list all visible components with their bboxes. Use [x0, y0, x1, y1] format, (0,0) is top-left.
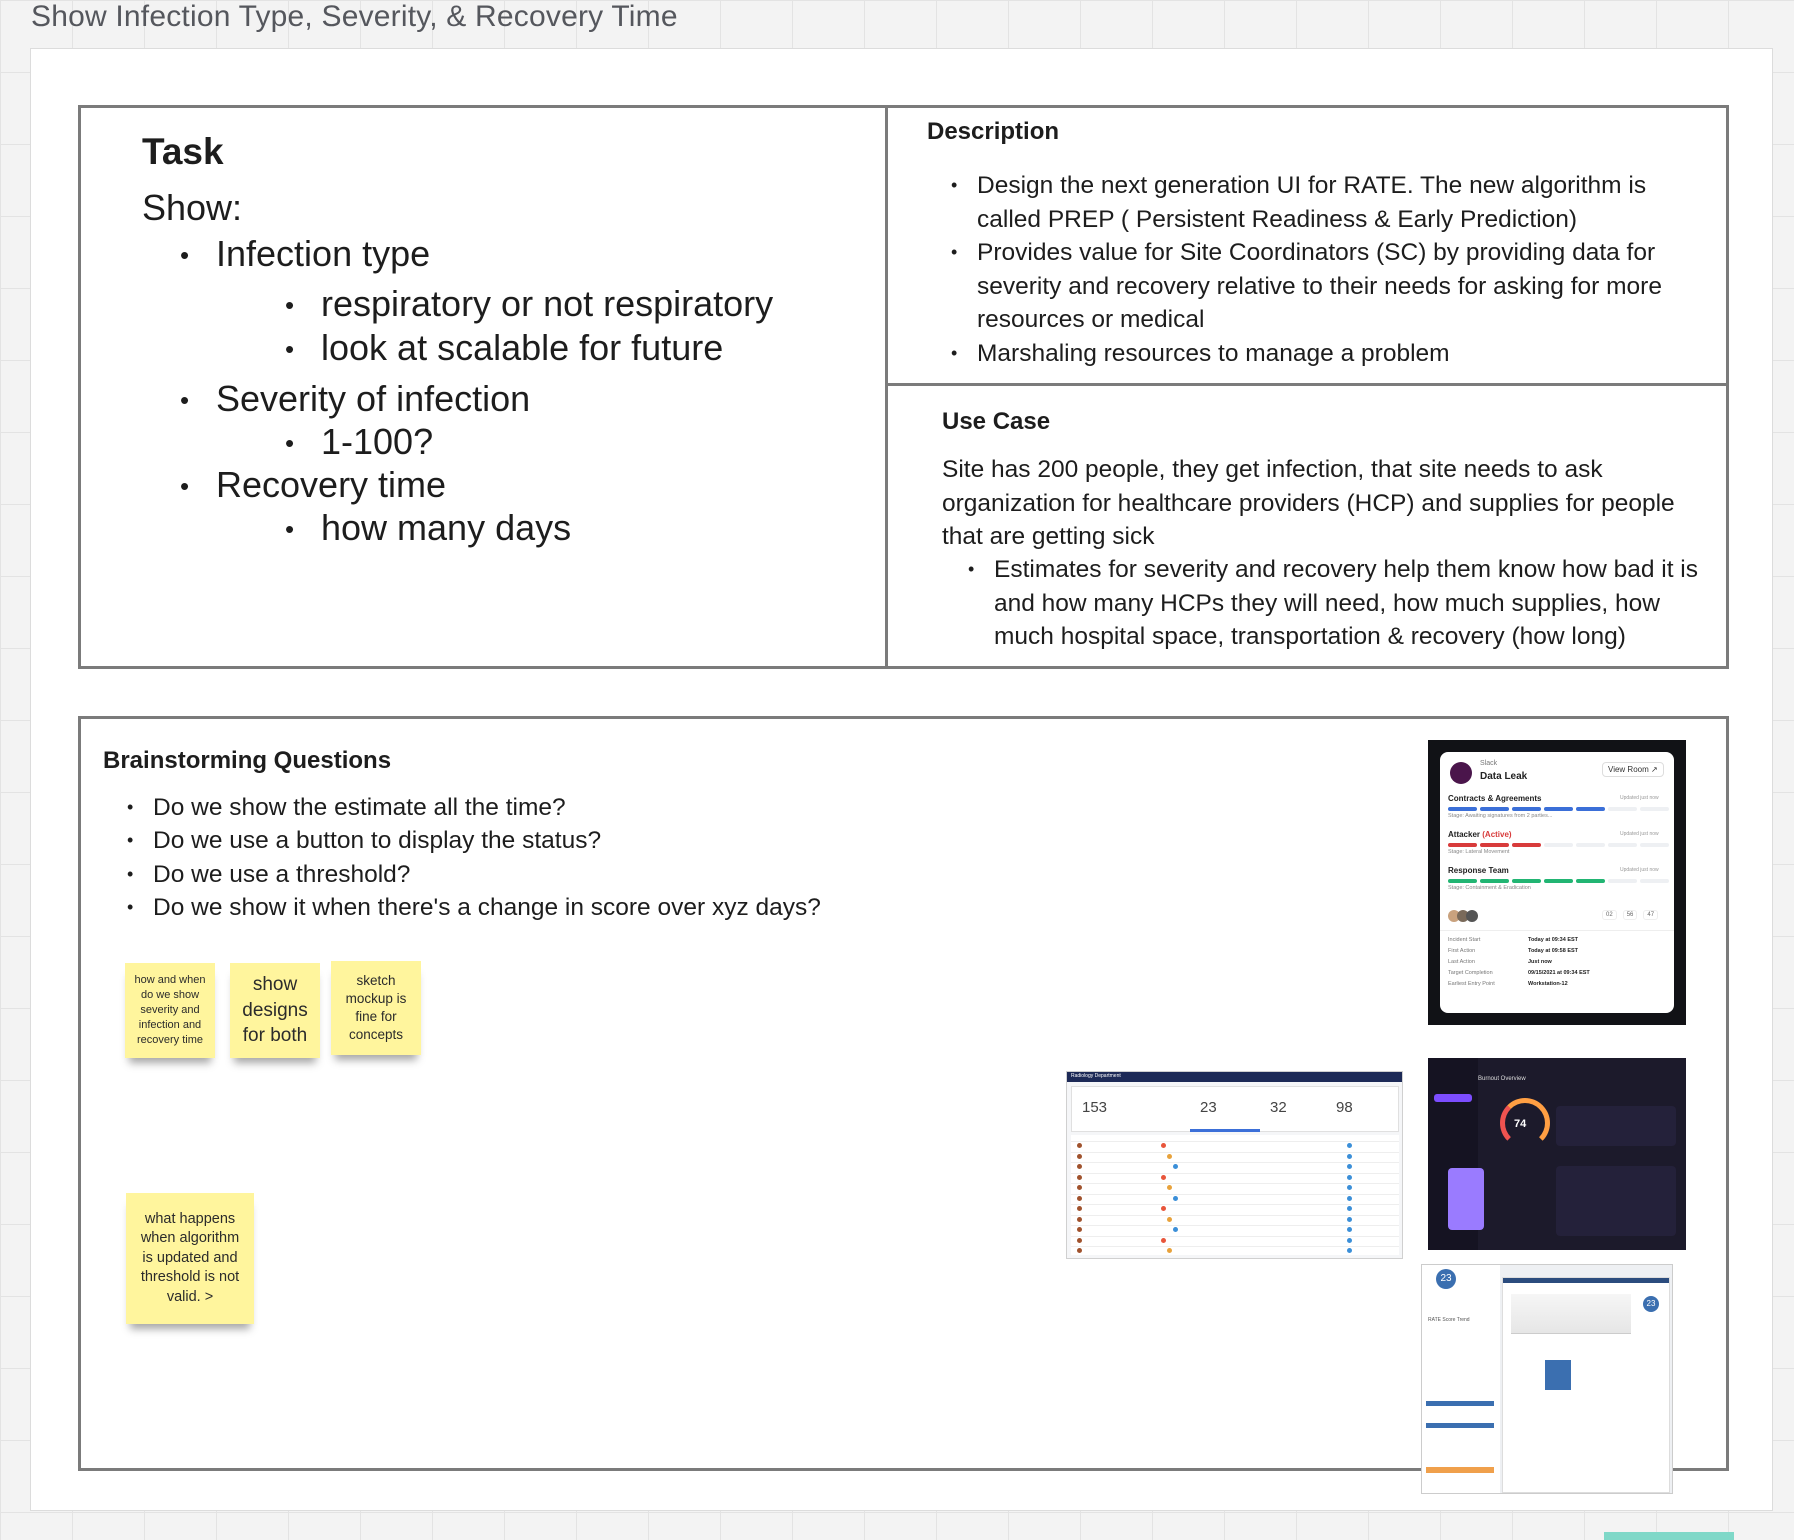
table-row: [1071, 1173, 1399, 1174]
avatar: [1077, 1206, 1082, 1211]
sticky-note[interactable]: [230, 963, 320, 1058]
task-item-text: how many days: [321, 507, 572, 548]
burnout-card: [1448, 1168, 1484, 1230]
bullet-icon: •: [180, 471, 190, 501]
slack-row-updated: Updated just now: [1620, 795, 1659, 801]
status-icon: [1167, 1185, 1172, 1190]
task-title: Task: [142, 131, 224, 172]
brainstorm-question: • Do we show the estimate all the time?: [153, 791, 1053, 824]
prep-score-badge: 23: [1643, 1296, 1659, 1312]
bullet-icon: •: [180, 385, 190, 415]
prep-score-badge: 23: [1436, 1269, 1456, 1289]
prep-desktop-view: [1502, 1277, 1670, 1493]
table-row: [1071, 1152, 1399, 1153]
avatar: [1077, 1196, 1082, 1201]
slack-progress-segment: [1512, 879, 1541, 883]
slack-detail-value: Just now: [1528, 959, 1552, 965]
task-item-text: Recovery time: [216, 464, 447, 505]
slack-detail-key: Incident Start: [1448, 937, 1481, 943]
slack-progress-segment: [1640, 843, 1669, 847]
prep-chart: [1511, 1294, 1631, 1334]
external-link-icon: ↗: [1651, 765, 1658, 774]
slack-progress-segment: [1512, 843, 1541, 847]
prep-trend-label: RATE Score Trend: [1428, 1317, 1470, 1323]
slack-timer-value: 56: [1623, 910, 1638, 920]
table-row: [1071, 1194, 1399, 1195]
avatar: [1077, 1185, 1082, 1190]
slack-detail-value: Today at 09:34 EST: [1528, 937, 1579, 943]
task-item-text: 1-100?: [321, 421, 434, 462]
burnout-panel: [1556, 1166, 1676, 1236]
task-item-text: look at scalable for future: [321, 327, 724, 368]
slack-row-status: (Active): [1482, 830, 1512, 839]
task-subitem: [285, 421, 434, 463]
sticky-note-text: show designs for both: [242, 974, 308, 1047]
slack-progress-segment: [1576, 807, 1605, 811]
status-icon: [1347, 1175, 1352, 1180]
slack-progress-segment: [1576, 843, 1605, 847]
slack-progress-segment: [1544, 807, 1573, 811]
slack-timer-value: 47: [1643, 910, 1658, 920]
table-row: [1071, 1162, 1399, 1163]
status-icon: [1173, 1164, 1178, 1169]
frame-title[interactable]: Show Infection Type, Severity, & Recovery Time: [31, 0, 678, 33]
prep-highlight: [1545, 1360, 1571, 1390]
radiology-active-tab-indicator: [1190, 1129, 1260, 1132]
burnout-gauge-value: 74: [1514, 1118, 1527, 1130]
slack-row-label: [1448, 830, 1512, 839]
slack-progress-segment: [1512, 807, 1541, 811]
slack-detail-value: Workstation-12: [1528, 981, 1568, 987]
radiology-table: [1071, 1135, 1399, 1255]
status-icon: [1167, 1154, 1172, 1159]
slack-timer-value: 02: [1602, 910, 1617, 920]
radiology-stats: [1071, 1086, 1399, 1132]
sticky-note[interactable]: [125, 963, 215, 1058]
prep-mobile-view: [1422, 1265, 1500, 1494]
use-case-list: [994, 553, 1714, 654]
radiology-dashboard-screenshot[interactable]: [1066, 1071, 1403, 1259]
table-row: [1071, 1236, 1399, 1237]
status-icon: [1161, 1206, 1166, 1211]
status-icon: [1161, 1175, 1166, 1180]
slack-row-label-text: Contracts & Agreements: [1448, 794, 1542, 803]
bullet-icon: •: [285, 334, 295, 364]
status-icon: [1347, 1206, 1352, 1211]
slack-card: [1440, 752, 1674, 1013]
sticky-note-text: how and when do we show severity and infection and recovery time: [134, 974, 206, 1046]
task-item: [180, 464, 447, 506]
prep-header-bar: [1503, 1278, 1669, 1283]
view-room-label: View Room: [1608, 765, 1649, 774]
sticky-note-text: what happens when algorithm is updated and threshold is not valid. >: [140, 1210, 240, 1305]
status-icon: [1347, 1238, 1352, 1243]
status-icon: [1161, 1238, 1166, 1243]
avatar: [1077, 1238, 1082, 1243]
use-case-box[interactable]: [885, 383, 1729, 669]
status-icon: [1347, 1164, 1352, 1169]
slack-progress-segment: [1544, 843, 1573, 847]
task-item: [180, 378, 531, 420]
prep-bar: [1426, 1401, 1494, 1406]
bullet-icon: •: [180, 240, 190, 270]
brainstorm-question: • Do we use a threshold?: [153, 858, 1053, 891]
brainstorm-questions: [153, 791, 1053, 925]
radiology-stat-value: 32: [1270, 1099, 1287, 1116]
description-bullet: • Provides value for Site Coordinators (SC) by providing data for severity and recovery relative to their needs for asking for more resources or medical: [977, 236, 1697, 337]
table-row: [1071, 1215, 1399, 1216]
bullet-icon: •: [285, 514, 295, 544]
slack-progress-segment: [1640, 879, 1669, 883]
brainstorm-title: Brainstorming Questions: [103, 747, 392, 774]
avatar: [1077, 1154, 1082, 1159]
use-case-paragraph: Site has 200 people, they get infection, that site needs to ask organization for healthcare providers (HCP) and supplies for people that are getting sick: [942, 456, 1675, 550]
slack-row-updated: Updated just now: [1620, 831, 1659, 837]
status-icon: [1173, 1196, 1178, 1201]
slack-detail-value: Today at 09:58 EST: [1528, 948, 1579, 954]
description-bullet: • Design the next generation UI for RATE. The new algorithm is called PREP ( Persistent Readiness & Early Prediction): [977, 169, 1697, 236]
slack-detail-key: First Action: [1448, 948, 1476, 954]
radiology-header-bar: [1067, 1072, 1402, 1082]
slack-detail-value: 09/15/2021 at 09:34 EST: [1528, 970, 1590, 976]
task-item-text: Severity of infection: [216, 378, 531, 419]
status-icon: [1347, 1217, 1352, 1222]
brainstorm-question: • Do we use a button to display the status?: [153, 824, 1053, 857]
use-case-title: Use Case: [942, 408, 1051, 435]
radiology-header: Radiology Department: [1071, 1073, 1121, 1079]
status-icon: [1347, 1143, 1352, 1148]
status-icon: [1167, 1248, 1172, 1253]
slack-row-stage: Stage: Awaiting signatures from 2 parties...: [1448, 813, 1553, 819]
task-box[interactable]: [78, 105, 888, 669]
prep-mockup-screenshot[interactable]: [1421, 1264, 1673, 1494]
status-icon: [1347, 1154, 1352, 1159]
brainstorm-question: • Do we show it when there's a change in score over xyz days?: [153, 891, 1053, 924]
burnout-nav-active: [1434, 1094, 1472, 1102]
radiology-stat-value: 23: [1200, 1099, 1217, 1116]
task-subitem: [285, 327, 724, 369]
avatar-group: [1448, 909, 1478, 927]
avatar: [1077, 1164, 1082, 1169]
radiology-stat-value: 98: [1336, 1099, 1353, 1116]
divider: [1440, 930, 1674, 931]
avatar: [1077, 1143, 1082, 1148]
task-item-text: respiratory or not respiratory: [321, 283, 774, 324]
slack-progress-segment: [1480, 807, 1509, 811]
description-bullet: • Marshaling resources to manage a problem: [977, 337, 1697, 371]
slack-data-leak-screenshot[interactable]: [1428, 740, 1686, 1025]
avatar: [1077, 1175, 1082, 1180]
table-row: [1071, 1183, 1399, 1184]
task-show-label: Show:: [142, 187, 243, 228]
description-title: Description: [927, 118, 1060, 145]
slack-detail-key: Last Action: [1448, 959, 1475, 965]
slack-row-stage: Stage: Containment & Eradication: [1448, 885, 1531, 891]
slack-row-label-text: Attacker: [1448, 830, 1483, 839]
slack-progress-segment: [1608, 879, 1637, 883]
slack-logo-icon: [1450, 762, 1472, 784]
task-subitem: [285, 283, 774, 325]
use-case-bullet: • Estimates for severity and recovery help them know how bad it is and how many HCPs they will need, how much supplies, how much hospital space, transportation & recovery (how long): [994, 553, 1714, 654]
burnout-title: Burnout Overview: [1478, 1076, 1526, 1082]
slack-row-updated: Updated just now: [1620, 867, 1659, 873]
prep-bar: [1426, 1467, 1494, 1473]
radiology-stat-value: 153: [1082, 1099, 1108, 1116]
slack-progress-segment: [1448, 807, 1477, 811]
teal-shape: [1604, 1532, 1734, 1540]
status-icon: [1173, 1227, 1178, 1232]
slack-progress-segment: [1608, 807, 1637, 811]
slack-detail-key: Earliest Entry Point: [1448, 981, 1495, 987]
task-item-text: Infection type: [216, 233, 431, 274]
slack-progress-segment: [1448, 843, 1477, 847]
sticky-note[interactable]: [126, 1193, 254, 1324]
status-icon: [1347, 1227, 1352, 1232]
burnout-panel: [1556, 1106, 1676, 1146]
burnout-overview-screenshot[interactable]: [1428, 1058, 1686, 1250]
slack-progress-segment: [1608, 843, 1637, 847]
prep-bar: [1426, 1423, 1494, 1428]
avatar: [1077, 1227, 1082, 1232]
slack-row-stage: Stage: Lateral Movement: [1448, 849, 1510, 855]
slack-progress-segment: [1448, 879, 1477, 883]
bullet-icon: •: [285, 428, 295, 458]
slack-progress-segment: [1480, 843, 1509, 847]
status-icon: [1347, 1248, 1352, 1253]
slack-row-label: [1448, 794, 1542, 803]
task-item: [180, 233, 431, 275]
slack-progress-segment: [1640, 807, 1669, 811]
avatar: [1466, 910, 1478, 922]
bullet-icon: •: [285, 290, 295, 320]
slack-title: Data Leak: [1480, 771, 1528, 782]
status-icon: [1347, 1196, 1352, 1201]
avatar: [1077, 1217, 1082, 1222]
table-row: [1071, 1225, 1399, 1226]
slack-progress-segment: [1480, 879, 1509, 883]
description-list: [977, 169, 1697, 370]
description-box[interactable]: [885, 105, 1729, 386]
slack-progress-segment: [1576, 879, 1605, 883]
status-icon: [1347, 1185, 1352, 1190]
slack-progress-segment: [1544, 879, 1573, 883]
table-row: [1071, 1141, 1399, 1142]
task-subitem: [285, 507, 572, 549]
sticky-note[interactable]: [331, 961, 421, 1055]
status-icon: [1161, 1143, 1166, 1148]
table-row: [1071, 1246, 1399, 1247]
slack-detail-key: Target Completion: [1448, 970, 1493, 976]
sticky-note-text: sketch mockup is fine for concepts: [345, 972, 407, 1043]
avatar: [1077, 1248, 1082, 1253]
table-row: [1071, 1204, 1399, 1205]
slack-source: Slack: [1480, 760, 1498, 767]
slack-timer: [1602, 910, 1658, 920]
view-room-button[interactable]: [1602, 762, 1664, 777]
slack-row-label-text: Response Team: [1448, 866, 1509, 875]
slack-row-label: [1448, 866, 1509, 875]
status-icon: [1167, 1217, 1172, 1222]
